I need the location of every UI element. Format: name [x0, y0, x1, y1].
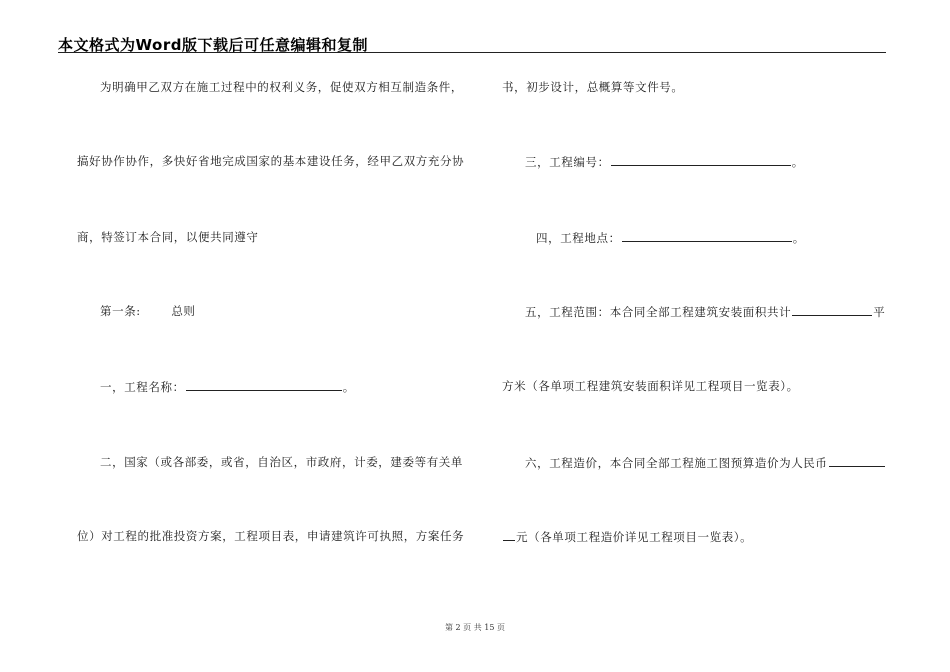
item-4-label: 四，工程地点：: [536, 231, 621, 245]
item-3-label: 三，工程编号：: [525, 155, 610, 169]
left-paragraph-line-3: 商，特签订本合同，以便共同遵守: [77, 230, 259, 244]
item-1-label: 一，工程名称：: [100, 380, 185, 394]
item-2-line-2: 位）对工程的批准投资方案，工程项目表，申请建筑许可执照，方案任务: [77, 529, 465, 543]
left-paragraph-line-2: 搞好协作协作，多快好省地完成国家的基本建设任务，经甲乙双方充分协: [77, 154, 465, 168]
cost-blank-continued[interactable]: [503, 529, 515, 541]
item-6-line-2-text: 元（各单项工程造价详见工程项目一览表）。: [516, 530, 753, 544]
item-1-project-name: [100, 379, 355, 394]
item-4-end: 。: [792, 231, 805, 245]
page-number: 第 2 页 共 15 页: [445, 623, 505, 632]
cost-blank[interactable]: [829, 455, 885, 467]
item-2-line-1: 二，国家（或各部委，或省，自治区，市政府，计委，建委等有关单: [100, 455, 463, 469]
article-1-heading: [100, 304, 196, 318]
project-name-blank[interactable]: [186, 379, 342, 391]
item-4-project-location: [536, 230, 805, 245]
project-number-blank[interactable]: [611, 154, 791, 166]
right-paragraph-line-1: 书，初步设计，总概算等文件号。: [502, 80, 684, 94]
item-5-project-scope: [525, 304, 885, 319]
item-5-line-2: 方米（各单项工程建筑安装面积详见工程项目一览表）。: [502, 379, 799, 393]
item-3-end: 。: [791, 155, 804, 169]
header-divider: [58, 52, 886, 53]
item-5-end: 平: [873, 305, 886, 319]
item-6-line-2: [502, 529, 752, 544]
item-5-text: 五，工程范围：本合同全部工程建筑安装面积共计: [525, 305, 792, 319]
article-1-title: 总则: [171, 304, 196, 318]
item-1-end: 。: [342, 380, 355, 394]
project-location-blank[interactable]: [622, 230, 792, 242]
left-paragraph-line-1: 为明确甲乙双方在施工过程中的权利义务，促使双方相互制造条件，: [100, 80, 463, 94]
item-3-project-number: [525, 154, 804, 169]
item-6-project-cost: [525, 455, 886, 470]
item-6-text: 六，工程造价，本合同全部工程施工图预算造价为人民币: [525, 456, 828, 470]
document-header-title: 本文格式为Word版下载后可任意编辑和复制: [58, 36, 368, 54]
area-blank[interactable]: [792, 304, 872, 316]
article-1-label: 第一条:: [100, 304, 141, 318]
